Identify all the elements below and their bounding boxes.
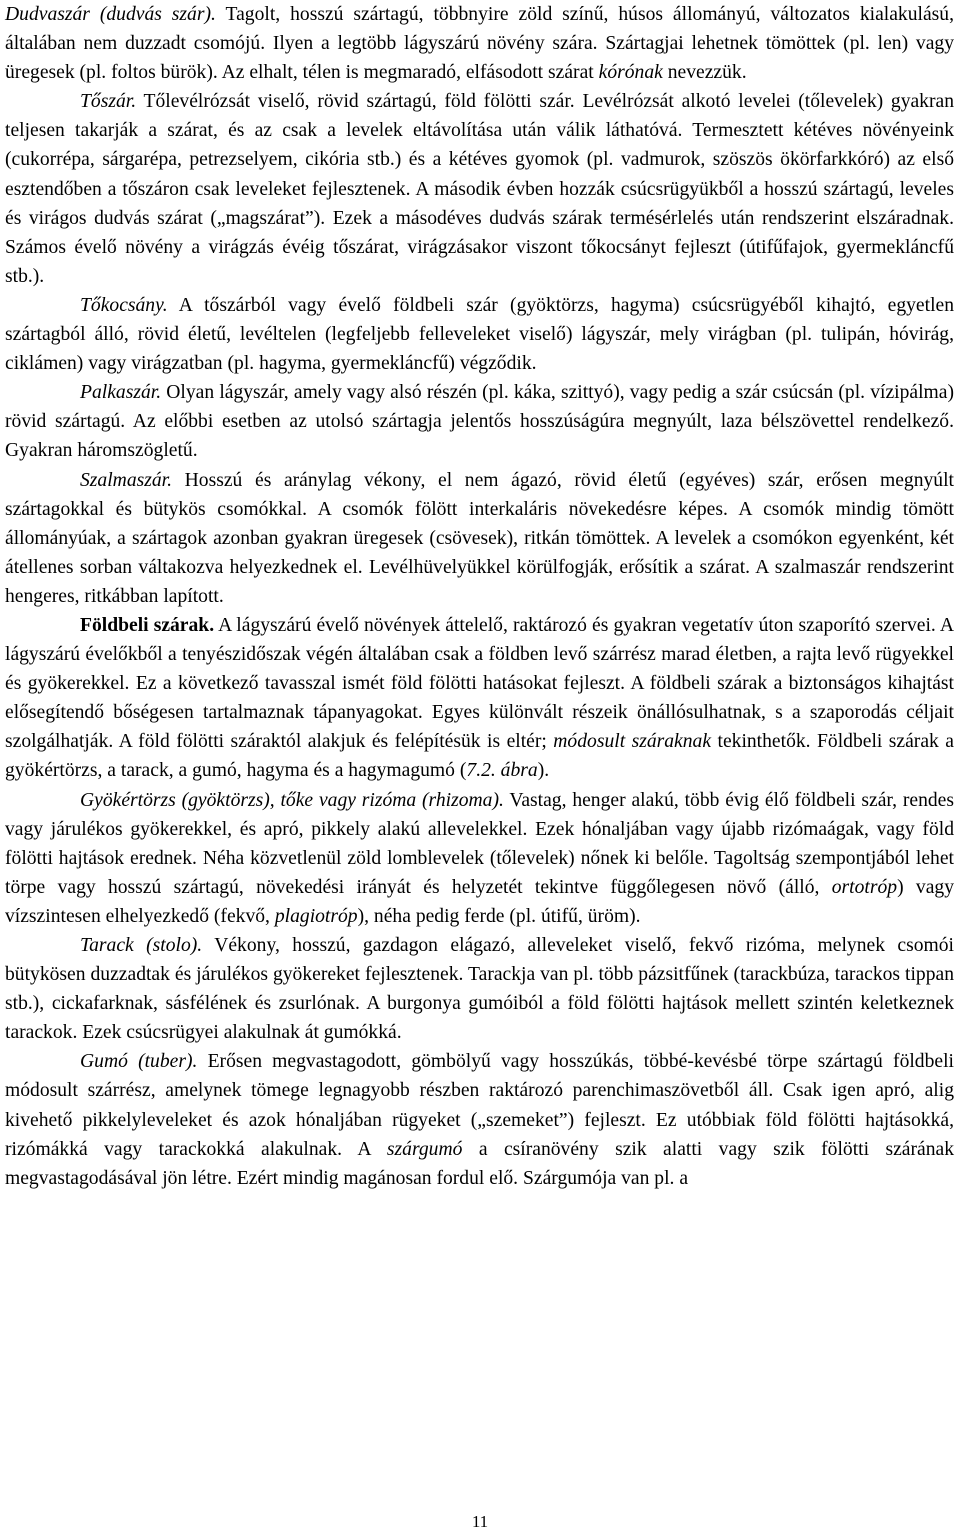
italic-term: kórónak [598,62,663,84]
italic-term: ortotróp [831,876,898,898]
text-run: tekinthetők. Földbeli szárak a gyökértörzs, a tarack, a gumó, hagyma és a hagymagumó ( [5,731,954,782]
paragraph [5,466,954,611]
text-run: Erősen megvastagodott, gömbölyű vagy hosszúkás, többé-kevésbé törpe szártagú földbeli módosult szárrész, amelynek tömege legnagyobb részben raktározó parenchimaszövetből áll. Csak igen apró, alig kivehető pikkelyleveleket és azok hónaljában rügyeket („szemeket”) fejleszt. Ez utóbbiak föld fölötti hajtásokká, rizómákká vagy tarackokká alakulnak. A [5,1051,954,1160]
italic-term: Gyökértörzs (gyöktörzs), tőke vagy rizóma (rhizoma). [80,789,504,811]
italic-term: szárgumó [386,1138,463,1160]
paragraph [5,87,954,291]
text-run: Tagolt, hosszú szártagú, többnyire zöld színű, húsos állományú, változatos kialakulású, általában nem duzzadt csomójú. Ilyen a legtöbb lágyszárú növény szára. Szártagjai lehetnek tömöttek (pl. len) vagy üregesek (pl. foltos bürök). Az elhalt, télen is megmaradó, elfásodott szárat [5,4,954,84]
text-run: nevezzük. [662,62,747,84]
paragraph [5,786,954,931]
text-run: ), néha pedig ferde (pl. útifű, üröm). [357,905,641,927]
section-heading: Földbeli szárak. [80,614,215,636]
italic-term: Palkaszár. [80,382,162,404]
italic-term: Dudvaszár (dudvás szár). [5,4,216,25]
italic-term: plagiotróp [274,905,358,927]
italic-term: Tőszár. [80,91,137,113]
text-run: Vastag, henger alakú, több évig élő földbeli szár, rendes vagy járulékos gyökerekkel, és apró, pikkely alakú allevelekkel. Ezek hónaljában vagy újabb rizómaágak, vagy föld fölötti hajtások erednek. Néha közvetlenül zöld lomblevelek (tőlevelek) nőnek ki belőle. Tagoltság szempontjából lehet törpe vagy hosszú szártagú, növekedési irányát és helyzetét tekintve függőlegesen növő (álló, [5,789,955,898]
italic-term: Gumó (tuber). [80,1051,198,1073]
text-run: ). [537,760,550,782]
paragraph [5,291,954,378]
italic-term: Szalmaszár. [80,469,173,491]
text-run: A tőszárból vagy évelő földbeli szár (gyöktörzs, hagyma) csúcsrügyéből kihajtó, egyetlen szártagból álló, rövid életű, levéltelen (legfeljebb felleveleket viselő) lágyszár, mely virágban (pl. tulipán, hóvirág, ciklámen) vagy virágzatban (pl. hagyma, gyermekláncfű) végződik. [5,294,954,375]
paragraph [5,931,954,1047]
text-run: Olyan lágyszár, amely vagy alsó részén (pl. káka, szittyó), vagy pedig a szár csúcsán (pl. vízipálma) rövid szártagú. Az előbbi esetben az utolsó szártagja jelentős hosszúságúra megnyúlt, laza bélszövettel rendelkező. Gyakran háromszögletű. [5,382,954,462]
text-run: Vékony, hosszú, gazdagon elágazó, alleveleket viselő, fekvő rizóma, melynek csomói bütykösen duzzadtak és járulékos gyökereket fejlesztenek. Tarackja van pl. több pázsitfűnek (tarackbúza, tarackos tippan stb.), cickafarknak, sásfélének és zsurlónak. A burgonya gumóiból a föld fölötti hajtások mellett szintén keletkeznek tarackok. Ezek csúcsrügyei alakulnak át gumókká. [5,935,954,1044]
paragraph [5,611,954,786]
text-run: a csíranövény szik alatti vagy szik fölötti szárának megvastagodásával jön létre. Ezért mindig magánosan fordul elő. Szárgumója van pl. a [5,1138,955,1189]
italic-term: Tarack (stolo). [80,935,203,956]
italic-term: 7.2. ábra [466,760,538,782]
text-run: A lágyszárú évelő növények áttelelő, raktározó és gyakran vegetatív úton szaporító szervei. A lágyszárú évelőkből a tenyészidőszak végén általában csak a földben levő szárrész marad életben, a rajta levő rügyekkel és gyökerekkel. Ez a következő tavasszal ismét föld fölötti hatásokat fejleszt. A földbeli szárak a biztonságos kihajtást elősegítendő bőségesen tartalmaznak tápanyagokat. Egyes különvált részeik önállósulhatnak, s a szaporodás céljait szolgálhatják. A föld fölötti száraktól alakjuk és felépítésük is eltér; [5,614,954,753]
paragraph [5,0,954,87]
paragraph [5,1047,954,1192]
page-number: 11 [471,1512,489,1531]
paragraph [5,378,954,465]
text-run: Tőlevélrózsát viselő, rövid szártagú, föld fölötti szár. Levélrózsát alkotó levelei (tőlevelek) gyakran teljesen takarják a szárat, és az csak a levelek eltávolítása után válik láthatóvá. Termesztett kétéves növényeink (cukorrépa, sárgarépa, petrezselyem, cikória stb.) és a kétéves gyomok (pl. vadmurok, szöszös ökörfarkkóró) az első esztendőben a tőszáron csak leveleket fejlesztenek. A második évben hozzák csúcsrügyükből a hosszú szártagú, leveles és virágos dudvás szárat („magszárat”). Ezek a másodéves dudvás szárak termésérlelés után rendszerint elszáradnak. Számos évelő növény a virágzás évéig tőszárat, virágzásakor viszont tőkocsányt fejleszt (útifűfajok, gyermekláncfű stb.). [5,91,954,287]
italic-term: módosult száraknak [553,731,712,753]
italic-term: Tőkocsány. [80,294,168,316]
text-run: Hosszú és aránylag vékony, el nem ágazó, rövid életű (egyéves) szár, erősen megnyúlt szártagokkal és bütykös csomókkal. A csomók fölött interkaláris növekedésre képes. A csomók mindig tömött állományúak, a szártagok azonban gyakran üregesek (csövesek), ritkán tömöttek. A levelek a csomókon egyenként, két átellenes sorban váltakozva helyezkednek el. Levélhüvelyükkel körülfogják, erősítik a szárat. A szalmaszár rendszerint hengeres, ritkábban lapított. [5,469,954,607]
document-body [5,0,954,1193]
text-run: ) vagy vízszintesen elhelyezkedő (fekvő, [5,876,955,927]
